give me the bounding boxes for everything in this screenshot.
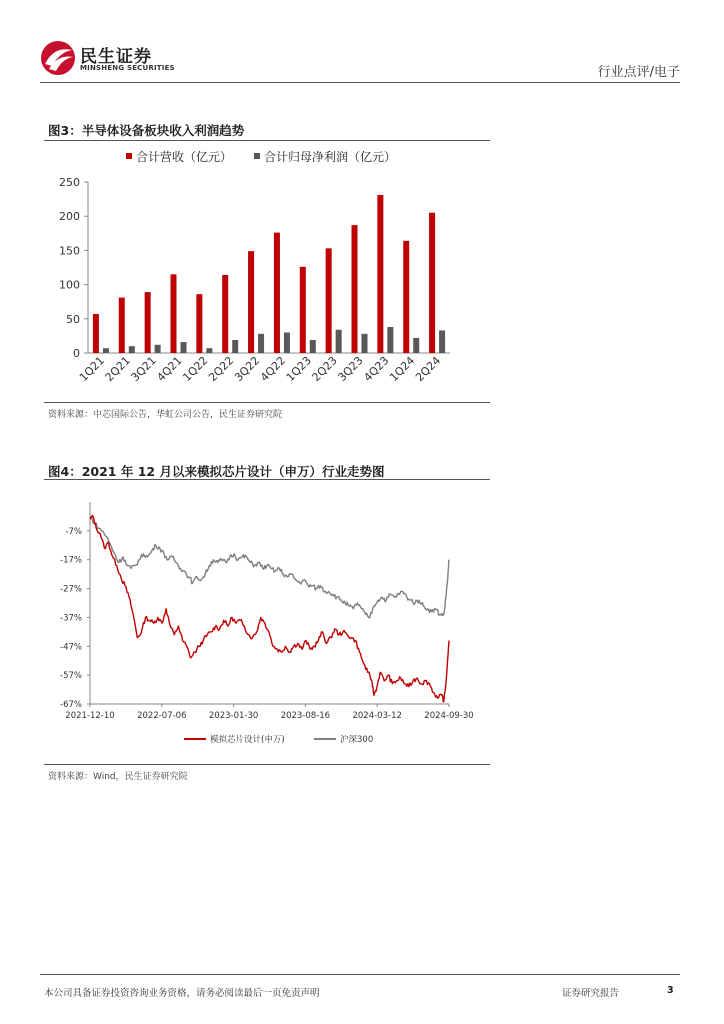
bar-profit-4Q22 — [284, 332, 290, 353]
line-chart — [44, 482, 490, 762]
bar-profit-4Q21 — [181, 342, 187, 353]
x-tick-label: 1Q21 — [76, 353, 108, 385]
bar-revenue-3Q21 — [145, 292, 151, 353]
x-tick-label: 2024-09-30 — [424, 711, 474, 721]
y-tick-label: -47% — [60, 642, 82, 653]
x-tick-label: 4Q23 — [361, 353, 392, 385]
bar-profit-1Q23 — [310, 340, 316, 353]
legend-swatch-1 — [254, 153, 260, 159]
y-tick-label: 250 — [59, 176, 80, 189]
bar-revenue-2Q24 — [429, 213, 435, 353]
bar-revenue-3Q23 — [352, 225, 358, 353]
x-tick-label: 2Q23 — [309, 353, 340, 385]
y-tick-label: -27% — [60, 584, 82, 595]
bar-profit-1Q21 — [103, 348, 109, 353]
bar-profit-3Q22 — [258, 334, 264, 353]
y-tick-label: 50 — [66, 312, 80, 326]
footer-divider — [40, 974, 680, 975]
series-line-csi300 — [90, 516, 449, 617]
x-tick-label: 3Q21 — [128, 353, 159, 385]
figure-3-bottom-rule — [44, 402, 490, 403]
footer-disclaimer: 本公司具备证券投资咨询业务资格，请务必阅读最后一页免责声明 — [44, 988, 320, 999]
report-category: 行业点评/电子 — [597, 65, 680, 80]
bar-revenue-3Q22 — [248, 251, 254, 353]
x-tick-label: 2022-07-06 — [137, 711, 187, 721]
x-tick-label: 2023-08-16 — [280, 711, 331, 721]
x-tick-label: 1Q23 — [283, 353, 314, 385]
bar-revenue-1Q23 — [300, 267, 306, 353]
x-tick-label: 3Q23 — [335, 353, 366, 385]
x-tick-label: 2Q22 — [206, 353, 237, 385]
y-tick-label: 150 — [59, 244, 80, 258]
bar-profit-3Q21 — [155, 345, 161, 353]
figure-4-title: 图4：2021 年 12 月以来模拟芯片设计（申万）行业走势图 — [48, 464, 385, 479]
x-tick-label: 1Q24 — [387, 353, 418, 385]
series-line-analog-chip — [90, 515, 449, 702]
y-tick-label: 200 — [59, 210, 80, 224]
x-tick-label: 1Q22 — [180, 353, 211, 385]
y-tick-label: -7% — [65, 526, 82, 537]
figure-3-source: 资料来源：中芯国际公告，华虹公司公告，民生证券研究院 — [48, 410, 283, 420]
bar-chart — [44, 142, 490, 400]
figure-3-top-rule — [44, 140, 490, 141]
bar-profit-2Q21 — [129, 346, 135, 353]
page-header — [0, 0, 724, 84]
logo-text-cn: 民生证券 — [80, 47, 152, 67]
legend-label-0: 合计营收（亿元） — [136, 150, 233, 164]
footer-report-type: 证券研究报告 — [562, 988, 620, 999]
x-tick-label: 4Q22 — [257, 353, 289, 385]
legend-label-1: 合计归母净利润（亿元） — [264, 150, 397, 164]
y-tick-label: -37% — [60, 613, 82, 624]
y-tick-label: 100 — [59, 278, 80, 292]
bar-profit-1Q24 — [413, 338, 419, 353]
bar-profit-2Q24 — [439, 330, 445, 353]
legend-label-1: 沪深300 — [340, 735, 374, 745]
y-tick-label: -67% — [60, 700, 82, 710]
x-tick-label: 2021-12-10 — [65, 711, 115, 721]
y-tick-label: -57% — [60, 671, 82, 682]
legend-swatch-0 — [126, 153, 132, 159]
figure-4-bottom-rule — [44, 764, 490, 765]
bar-revenue-4Q21 — [171, 274, 177, 353]
y-tick-label: -17% — [60, 555, 82, 566]
bar-profit-4Q23 — [387, 327, 393, 353]
figure-4-source: 资料来源：Wind，民生证券研究院 — [48, 772, 188, 782]
bar-revenue-2Q23 — [326, 248, 332, 353]
bar-profit-2Q22 — [232, 340, 238, 353]
bar-revenue-2Q22 — [222, 275, 228, 353]
y-tick-label: 0 — [73, 347, 80, 360]
x-tick-label: 2024-03-12 — [352, 711, 402, 721]
x-tick-label: 2023-01-30 — [208, 711, 259, 721]
minsheng-logo — [40, 40, 180, 80]
x-tick-label: 2Q24 — [413, 353, 444, 385]
bar-revenue-1Q22 — [196, 294, 202, 353]
bar-revenue-4Q23 — [377, 195, 383, 353]
bar-revenue-2Q21 — [119, 298, 125, 353]
logo-text-en: MINSHENG SECURITIES — [80, 64, 175, 72]
x-tick-label: 2Q21 — [102, 353, 133, 385]
figure-4-top-rule — [44, 479, 490, 480]
bar-profit-3Q23 — [362, 334, 368, 353]
legend-label-0: 模拟芯片设计(申万) — [210, 735, 285, 745]
header-divider — [40, 82, 680, 83]
bar-profit-2Q23 — [336, 330, 342, 353]
x-tick-label: 4Q21 — [154, 353, 185, 385]
bar-revenue-1Q24 — [403, 241, 409, 353]
bar-profit-1Q22 — [206, 348, 212, 353]
minsheng-logo-icon — [40, 40, 76, 76]
figure-3-title: 图3：半导体设备板块收入利润趋势 — [48, 123, 245, 138]
bar-revenue-4Q22 — [274, 233, 280, 353]
x-tick-label: 3Q22 — [232, 353, 263, 385]
page-number: 3 — [667, 985, 674, 996]
bar-revenue-1Q21 — [93, 314, 99, 353]
